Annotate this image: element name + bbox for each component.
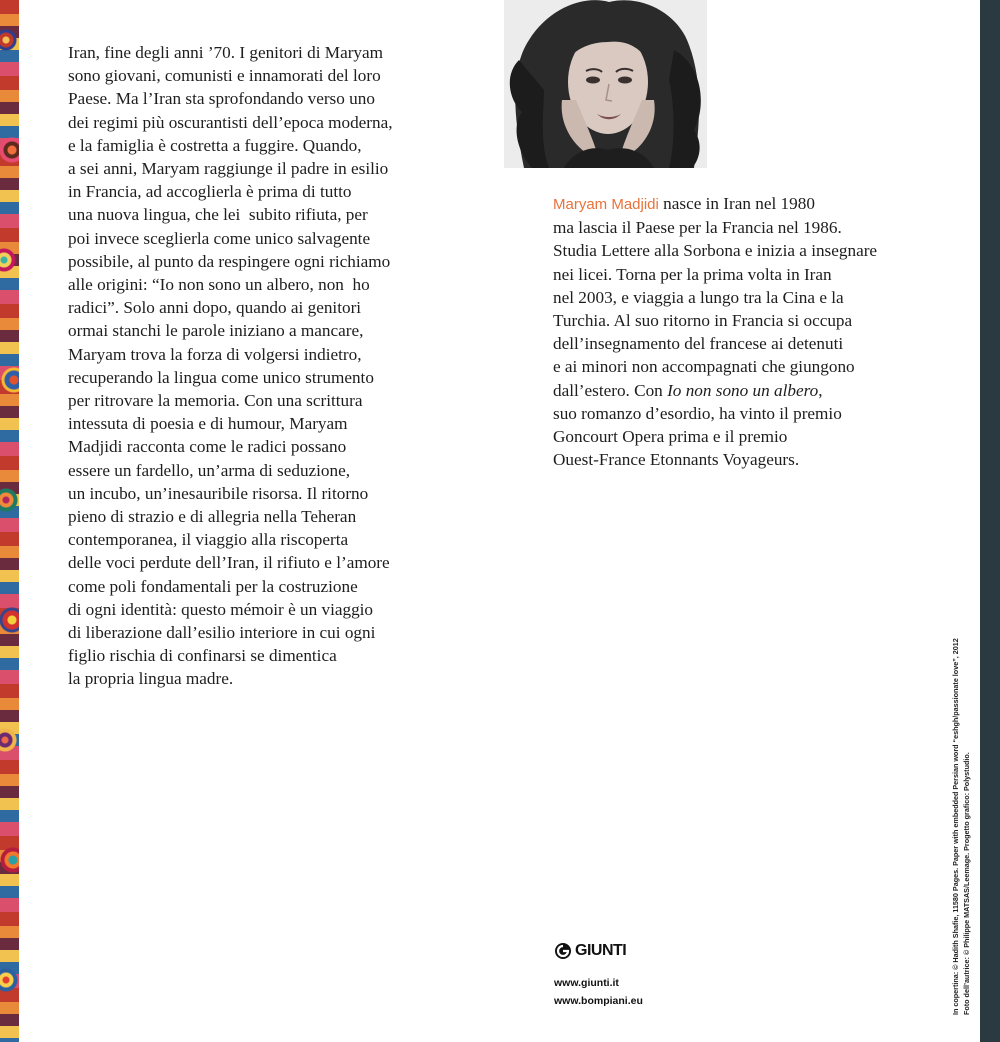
blurb-line: Paese. Ma l’Iran sta sprofondando verso uno	[68, 89, 375, 109]
blurb-line: Iran, fine degli anni ’70. I genitori di Maryam	[68, 43, 384, 62]
cover-credit-line: In copertina: © Hadith Shafie, 11580 Pages. Paper with embedded Persian word “eshgh/passionate love”, 2012	[951, 638, 960, 1015]
dark-spine-strip	[980, 0, 1000, 1042]
bio-first-line-rest: nasce in Iran nel 1980	[658, 194, 815, 213]
giunti-logo-icon	[554, 942, 572, 960]
bio-line: ma lascia il Paese per la Francia nel 1986.	[553, 218, 842, 238]
blurb-line: come poli fondamentali per la costruzione	[68, 576, 358, 596]
cover-art-spine-strip	[0, 0, 19, 1042]
blurb-line: recuperando la lingua come unico strumento	[68, 367, 374, 387]
website-link-bompiani[interactable]: www.bompiani.eu	[554, 995, 643, 1007]
blurb-line: ormai stanchi le parole iniziano a mancare,	[68, 321, 364, 341]
blurb-line: pieno di strazio e di allegria nella Teheran	[68, 507, 357, 527]
bio-line: suo romanzo d’esordio, ha vinto il premio	[553, 403, 842, 423]
blurb-line: di ogni identità: questo mémoir è un viaggio	[68, 599, 374, 619]
blurb-line: Maryam trova la forza di volgersi indietro,	[68, 344, 362, 364]
blurb-line: poi invece sceglierla come unico salvagente	[68, 228, 371, 248]
bio-line: e ai minori non accompagnati che giungono	[553, 357, 855, 377]
bio-line: Goncourt Opera prima e il premio	[553, 427, 788, 447]
author-portrait-illustration	[504, 0, 707, 168]
blurb-line: intessuta di poesia e di humour, Maryam	[68, 414, 348, 434]
blurb-line: Madjidi racconta come le radici possano	[68, 437, 347, 457]
blurb-line: un incubo, un’inesauribile risorsa. Il ritorno	[68, 483, 369, 503]
blurb-line: a sei anni, Maryam raggiunge il padre in esilio	[68, 159, 389, 179]
bio-line: Turchia. Al suo ritorno in Francia si occupa	[553, 311, 853, 331]
blurb-line: per ritrovare la memoria. Con una scrittura	[68, 391, 363, 411]
blurb-line: una nuova lingua, che lei subito rifiuta, per	[68, 205, 368, 225]
author-name: Maryam Madjidi	[553, 196, 659, 213]
blurb-line: delle voci perdute dell’Iran, il rifiuto e l’amore	[68, 553, 390, 573]
publisher-logo	[554, 942, 626, 960]
bio-first-line	[553, 192, 953, 216]
blurb-line: essere un fardello, un’arma di seduzione,	[68, 460, 351, 480]
bio-line: dell’insegnamento del francese ai detenuti	[553, 334, 844, 354]
book-blurb	[68, 41, 448, 691]
publisher-links	[554, 974, 643, 1010]
blurb-line: e la famiglia è costretta a fuggire. Quando,	[68, 135, 362, 155]
cover-credits	[950, 615, 980, 1015]
publisher-name: GIUNTI	[575, 942, 627, 959]
blurb-line: dei regimi più oscurantisti dell’epoca moderna,	[68, 112, 393, 132]
author-bio	[553, 192, 953, 471]
bio-line: nel 2003, e viaggia a lungo tra la Cina e la	[553, 287, 844, 307]
blurb-line: alle origini: “Io non sono un albero, non ho	[68, 275, 370, 295]
website-link-giunti[interactable]: www.giunti.it	[554, 977, 619, 989]
bio-line: Ouest-France Etonnants Voyageurs.	[553, 450, 800, 470]
bio-line: Studia Lettere alla Sorbona e inizia a insegnare	[553, 241, 878, 261]
blurb-line: figlio rischia di confinarsi se dimentica	[68, 646, 337, 666]
bio-book-suffix: ,	[818, 380, 823, 400]
blurb-line: contemporanea, il viaggio alla riscoperta	[68, 530, 349, 550]
blurb-line: in Francia, ad accoglierla è prima di tutto	[68, 182, 352, 202]
blurb-line: sono giovani, comunisti e innamorati del loro	[68, 66, 381, 86]
blurb-line: radici”. Solo anni dopo, quando ai genitori	[68, 298, 362, 318]
blurb-line: la propria lingua madre.	[68, 669, 234, 689]
bio-book-prefix: dall’estero. Con	[553, 380, 668, 400]
blurb-line: possibile, al punto da respingere ogni richiamo	[68, 251, 391, 271]
author-portrait	[504, 0, 707, 168]
book-title: Io non sono un albero	[667, 380, 819, 400]
bio-book-line	[553, 379, 953, 402]
blurb-line: di liberazione dall’esilio interiore in cui ogni	[68, 623, 376, 643]
photo-credit-line: Foto dell’autrice: © Philippe MATSAS/Leemage. Progetto grafico: Polystudio.	[962, 752, 971, 1015]
bio-line: nei licei. Torna per la prima volta in Iran	[553, 264, 832, 284]
